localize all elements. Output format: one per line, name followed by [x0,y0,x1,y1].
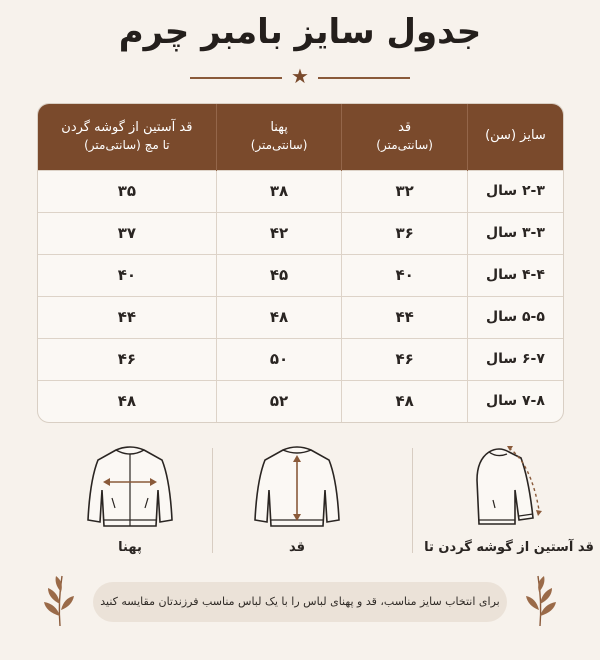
cell-sleeve: ۴۰ [38,254,216,296]
length-caption: قد [288,540,306,555]
cell-height: ۳۶ [342,212,468,254]
table-row [38,380,563,422]
header-size: سایز (سن) [467,104,563,170]
sleeve-illustration [424,440,594,560]
cell-size: ۳-۳ سال [467,212,563,254]
table-header-row [38,104,563,170]
cell-size: ۵-۵ سال [467,296,563,338]
cell-height: ۴۸ [342,380,468,422]
cell-sleeve: ۳۵ [38,170,216,212]
cell-size: ۲-۳ سال [467,170,563,212]
cell-size: ۴-۴ سال [467,254,563,296]
cell-width: ۴۸ [216,296,342,338]
sleeve-caption: قد آستین از گوشه گردن تا [424,540,594,555]
table-row [38,296,563,338]
width-illustration [55,440,205,560]
cell-size: ۶-۷ سال [467,338,563,380]
table-row [38,170,563,212]
cell-size: ۷-۸ سال [467,380,563,422]
separator [212,448,213,553]
header-sleeve: قد آستین از گوشه گردن تا مچ (سانتی‌متر) [38,104,216,170]
star-icon: ★ [291,64,309,88]
table-row [38,212,563,254]
cell-height: ۴۶ [342,338,468,380]
cell-width: ۵۰ [216,338,342,380]
cell-width: ۴۲ [216,212,342,254]
leaf-icon [524,572,560,628]
header-width: پهنا (سانتی‌متر) [216,104,342,170]
page-title: جدول سایز بامبر چرم [118,12,482,52]
cell-width: ۳۸ [216,170,342,212]
cell-height: ۴۰ [342,254,468,296]
cell-height: ۳۲ [342,170,468,212]
cell-sleeve: ۳۷ [38,212,216,254]
cell-sleeve: ۴۸ [38,380,216,422]
size-tip-note: برای انتخاب سایز مناسب، قد و پهنای لباس را با یک لباس مناسب فرزندتان مقایسه کنید [93,582,507,622]
header-height: قد (سانتی‌متر) [342,104,468,170]
jacket-front-icon [80,440,180,535]
cell-width: ۵۲ [216,380,342,422]
cell-height: ۴۴ [342,296,468,338]
cell-width: ۴۵ [216,254,342,296]
width-caption: پهنا [118,540,142,555]
jacket-back-icon [247,440,347,535]
separator [412,448,413,553]
table-row [38,338,563,380]
table-row [38,254,563,296]
size-table [37,103,564,423]
jacket-side-icon [459,440,559,535]
leaf-icon [40,572,76,628]
length-illustration [222,440,372,560]
cell-sleeve: ۴۶ [38,338,216,380]
title-divider [190,66,410,90]
cell-sleeve: ۴۴ [38,296,216,338]
